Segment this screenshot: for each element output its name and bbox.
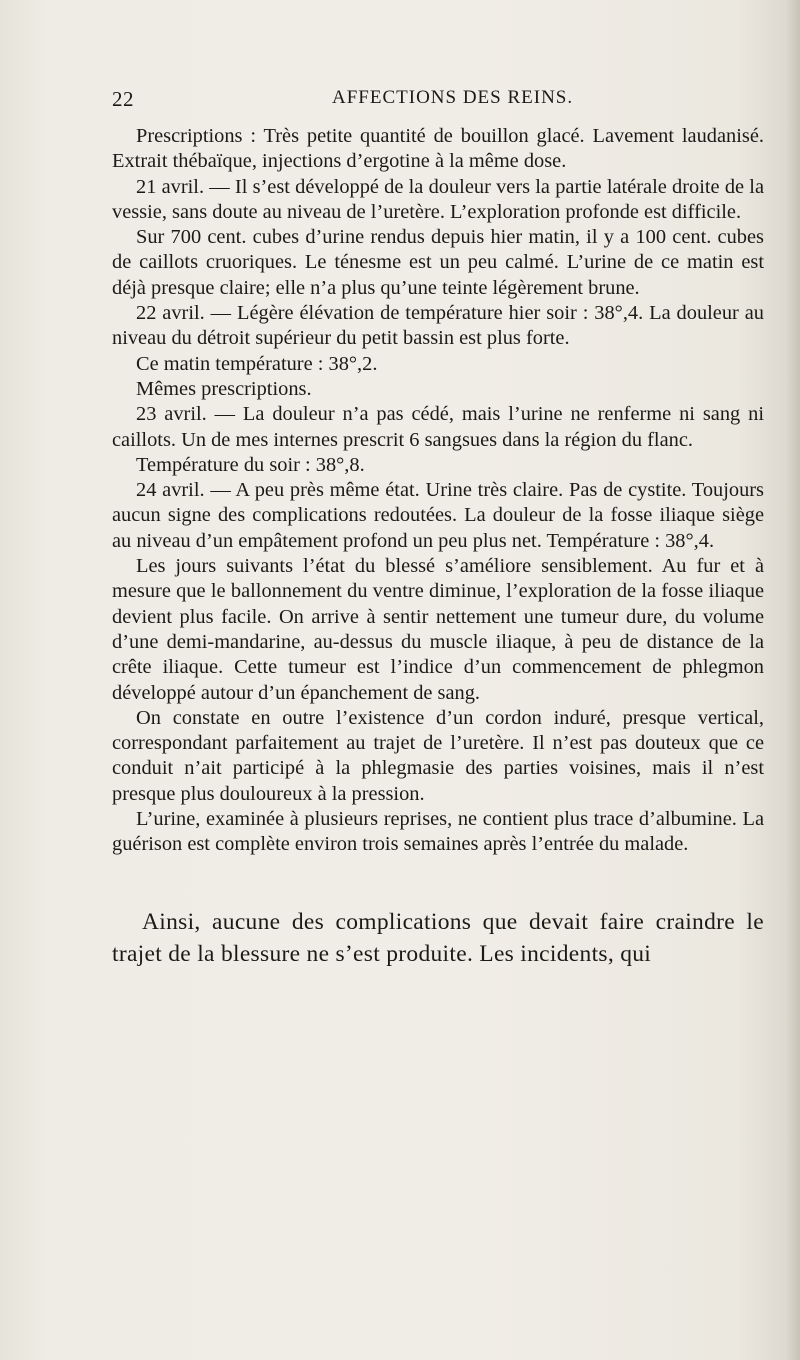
paragraph-23-avril: 23 avril. — La douleur n’a pas cédé, mais l’urine ne renferme ni sang ni caillots. Un de mes internes prescrit 6 sangsues dans la région du flanc. xyxy=(112,403,764,451)
paragraph-cordon-indure: On constate en outre l’existence d’un cordon induré, presque vertical, correspondant parfaitement au trajet de l’uretère. Il n’est pas douteux que ce conduit n’ait participé à la phlegmasie des parties voisines, mais il n’est presque plus douloureux à la pression. xyxy=(112,706,764,805)
paragraph-21-avril: 21 avril. — Il s’est développé de la douleur vers la partie latérale droite de la vessie, sans doute au niveau de l’uretère. L’exploration profonde est difficile. xyxy=(112,175,764,223)
running-title: AFFECTIONS DES REINS. xyxy=(332,87,574,108)
paragraph-prescriptions: Prescriptions : Très petite quantité de bouillon glacé. Lavement laudanisé. Extrait thébaïque, injections d’ergotine à la même dose. xyxy=(112,125,764,173)
paragraph-jours-suivants: Les jours suivants l’état du blessé s’améliore sensiblement. Au fur et à mesure que le ballonnement du ventre diminue, l’exploration de la fosse iliaque devient plus facile. On arrive à sentir nettement une tumeur dure, du volume d’une demi-mandarine, au-dessus du muscle iliaque, à peu de distance de la crête iliaque. Cette tumeur est l’indice d’un commencement de phlegmon développé autour d’un épanchement de sang. xyxy=(112,555,764,704)
paragraph-memes-prescriptions: Mêmes prescriptions. xyxy=(136,377,312,400)
page-number: 22 xyxy=(112,87,134,111)
page-edge-shadow xyxy=(786,0,800,1360)
paragraph-temperature-matin: Ce matin température : 38°,2. xyxy=(136,352,378,375)
paragraph-urine-albumine: L’urine, examinée à plusieurs reprises, ne contient plus trace d’albumine. La guérison est complète environ trois semaines après l’entrée du malade. xyxy=(112,808,764,856)
paragraph-22-avril: 22 avril. — Légère élévation de température hier soir : 38°,4. La douleur au niveau du détroit supérieur du petit bassin est plus forte. xyxy=(112,302,764,350)
paragraph-ainsi: Ainsi, aucune des complications que devait faire craindre le trajet de la blessure ne s’est produite. Les incidents, qui xyxy=(112,909,764,967)
page-header xyxy=(112,87,762,113)
paragraph-urine-700: Sur 700 cent. cubes d’urine rendus depuis hier matin, il y a 100 cent. cubes de caillots cruoriques. Le ténesme est un peu calmé. L’urine de ce matin est déjà presque claire; elle n’a plus qu’une teinte légèrement brune. xyxy=(112,226,764,299)
body-text xyxy=(112,124,764,858)
paragraph-temperature-soir: Température du soir : 38°,8. xyxy=(136,453,365,476)
closing-text xyxy=(112,906,764,970)
paragraph-24-avril: 24 avril. — A peu près même état. Urine très claire. Pas de cystite. Toujours aucun signe des complications redoutées. La douleur de la fosse iliaque siège au niveau d’un empâtement profond un peu plus net. Température : 38°,4. xyxy=(112,479,764,552)
